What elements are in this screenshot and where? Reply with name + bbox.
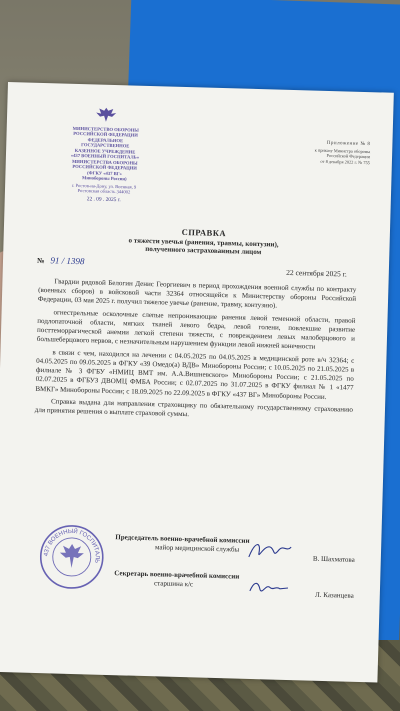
document-number: 91 / 1398: [50, 255, 85, 267]
seal-text: 437 ВОЕННЫЙ ГОСПИТАЛЬ: [43, 528, 100, 564]
body-paragraph-4: Справка выдана для направления страховщику по обязательному государственному страхованию для принятия решения о выплате страховой суммы.: [34, 397, 354, 419]
stamp-address-2: Ростовская область 344002: [77, 187, 131, 195]
secretary-signature-row: [113, 569, 364, 612]
stamp-line-1: РОССИЙСКОЙ ФЕДЕРАЦИИ: [73, 130, 138, 138]
letterhead-stamp: [49, 105, 162, 204]
stamp-line-3: ГОСУДАРСТВЕННОЕ: [81, 142, 130, 149]
document-body: [35, 277, 357, 427]
appendix-line-0: к приказу Министра обороны: [314, 147, 371, 154]
signature-block: [113, 533, 365, 612]
double-headed-eagle-icon: [93, 106, 119, 123]
secretary-role: Секретарь военно-врачебной комиссии: [114, 569, 240, 581]
secretary-rank: старшина к/с: [153, 579, 194, 589]
stamp-date: 22 . 09 . 2025 г.: [86, 195, 121, 203]
stamp-line-9: Минобороны России): [81, 175, 127, 182]
body-paragraph-2: огнестрельные осколочные слепые непроникающие ранения левой теменной области, правой подлопаточной области, мягких тканей левого бедра, левой голени, повлекшие развитие посттеморрагической анемии легкой степени тяжести, с повреждением левых малоберцового и большеберцового нервов, с незначительным нарушением функции левой нижней конечности: [36, 308, 356, 352]
official-seal-icon: [38, 523, 106, 591]
chair-name: В. Шахматова: [312, 554, 355, 564]
appendix-note: [280, 140, 371, 166]
title-line-3: полученного застрахованным лицом: [145, 245, 262, 257]
document-date: 22 сентября 2025 г.: [286, 267, 347, 279]
stamp-line-2: ФЕДЕРАЛЬНОЕ: [87, 136, 124, 143]
stamp-line-7: РОССИЙСКОЙ ФЕДЕРАЦИИ: [72, 163, 137, 171]
document-title: [63, 224, 344, 260]
secretary-signature-icon: [244, 573, 295, 600]
stamp-line-0: МИНИСТЕРСТВО ОБОРОНЫ: [72, 125, 139, 133]
title-line-1: СПРАВКА: [181, 226, 227, 239]
chair-role: Председатель военно-врачебной комиссии: [115, 533, 250, 545]
chair-signature-icon: [245, 537, 296, 564]
body-paragraph-1: Гвардии рядовой Белогин Денис Георгиевич в период прохождения военной службы по контракту (военных сборов) в войсковой части 32364 относящейся к Министерству обороны Российской Федерации, 03 мая 2025 г. получил тяжелое увечье (ранение, травму, контузию).: [37, 277, 357, 311]
appendix-line-1: Российской Федерации: [326, 153, 371, 160]
appendix-line-2: от 8 декабря 2022 г. № 755: [320, 158, 370, 166]
stamp-address: г. Ростов-на-Дону, ул. Военная, 9: [71, 182, 137, 190]
stamp-line-6: МИНИСТЕРСТВА ОБОРОНЫ: [71, 158, 138, 166]
body-paragraph-3: в связи с чем, находился на лечении с 04.05.2025 по 04.05.2025 в медицинской роте в/ч 32364; с 04.05.2025 по 09.05.2025 в ФГКУ «39 Омедо(а) ВДВ» Минобороны России; с 10.05.2025 по 21.05.2025 в филиале № 3 ФГБУ «НМИЦ ВМТ им. А.А.Вишневского» Минобороны России; с 21.05.2025 по 02.07.2025 в ФГБУЗ ДВОМЦ ФМБА России; с 02.07.2025 по 31.07.2025 в ФГКУ филиал № 1 «1477 ВМКГ» Минобороны России; с 18.09.2025 по 22.09.2025 в ФГКУ «437 ВГ» Минобороны России.: [35, 347, 355, 401]
document-sheet: [0, 82, 394, 683]
stamp-line-5: «437 ВОЕННЫЙ ГОСПИТАЛЬ»: [70, 152, 140, 160]
stamp-line-8: (ФГКУ «437 ВГ»: [87, 169, 122, 176]
title-line-2: о тяжести увечья (ранения, травмы, контузии),: [128, 236, 279, 249]
chair-rank: майор медицинской службы: [154, 543, 240, 554]
stamp-line-4: КАЗЕННОЕ УЧРЕЖДЕНИЕ: [74, 147, 136, 155]
appendix-head: Приложение № 8: [326, 140, 371, 148]
secretary-name: Л. Казанцева: [314, 590, 354, 600]
number-label: №: [36, 255, 45, 266]
